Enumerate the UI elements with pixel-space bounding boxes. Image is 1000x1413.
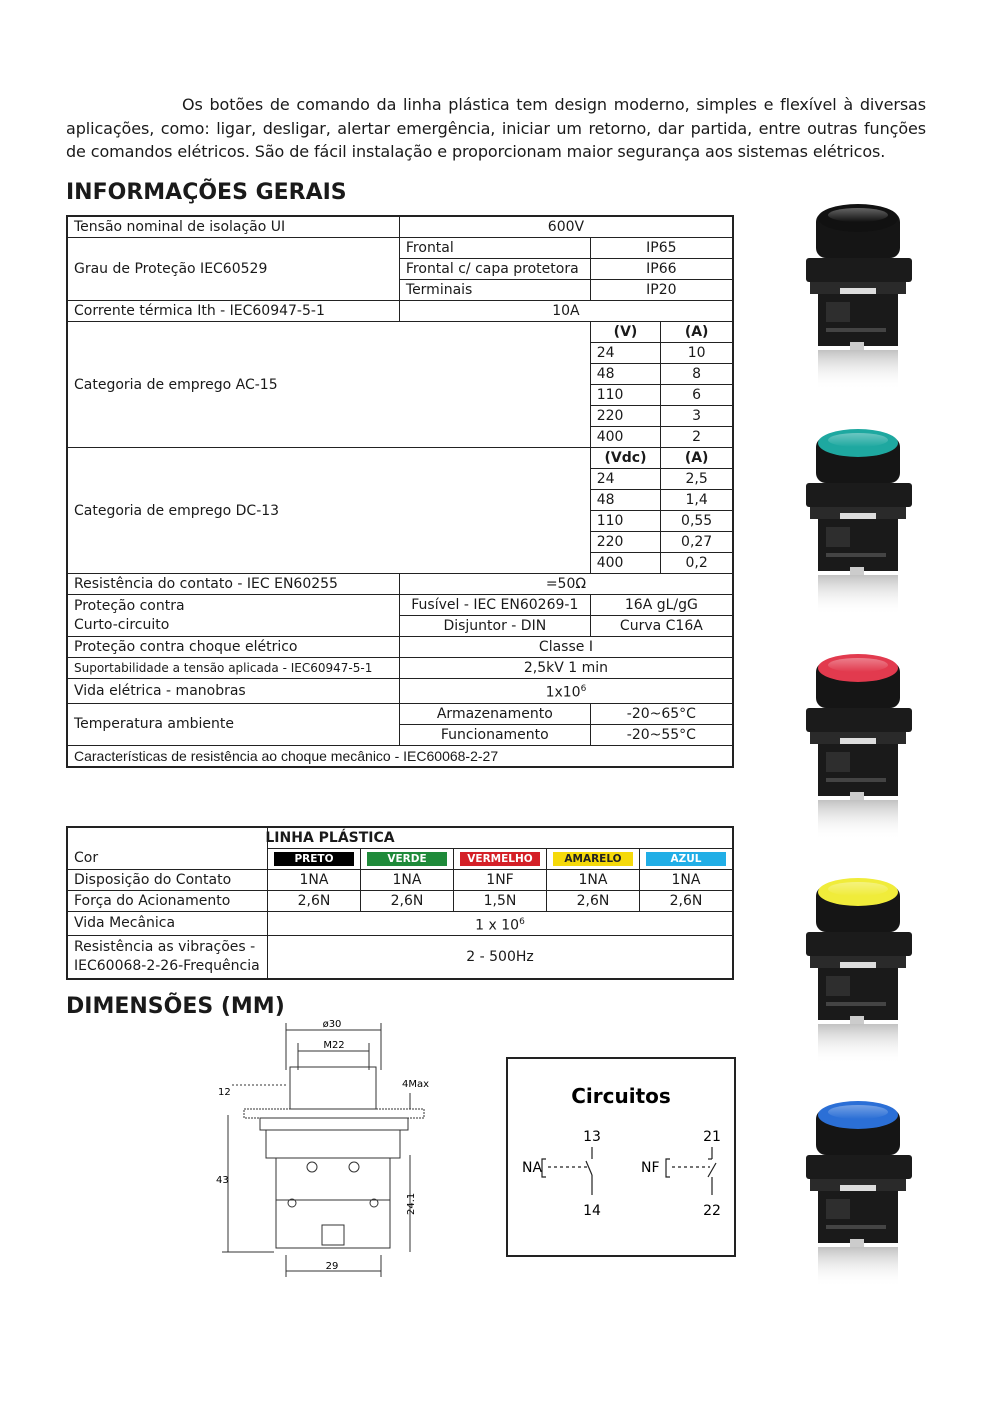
- row-value: Curva C16A: [590, 616, 733, 637]
- intro-paragraph: Os botões de comando da linha plástica tem design moderno, simples e flexível à diversas aplicações, como: ligar, desligar, alertar emergência, iniciar um retorno, dar partida, entre outras funções de comandos elétricos. São de fácil instalação e proporcionam maior segurança aos sistemas elétricos.: [66, 95, 926, 161]
- table-row: [67, 911, 733, 936]
- row-label: Categoria de emprego AC-15: [67, 322, 590, 448]
- color-swatch: PRETO: [274, 852, 354, 866]
- color-cell: [640, 848, 734, 869]
- plastic-line-title: [265, 827, 734, 848]
- cell: 2,5: [661, 469, 733, 490]
- cell: 1,5N: [454, 890, 547, 911]
- push-button-photo: [800, 423, 918, 623]
- row-label: Cor: [67, 848, 268, 869]
- cell: [268, 911, 734, 936]
- nf-label: NF: [641, 1160, 660, 1176]
- dim-thread: M22: [323, 1040, 345, 1051]
- row-value: IP65: [590, 238, 733, 259]
- cell: 24: [590, 469, 661, 490]
- row-label: Temperatura ambiente: [67, 703, 399, 745]
- table-row: [67, 238, 733, 259]
- cell: 1NA: [547, 869, 640, 890]
- table-row: [67, 936, 733, 980]
- table-row: [67, 827, 733, 848]
- color-swatch: AZUL: [646, 852, 726, 866]
- table-row: [67, 658, 733, 679]
- row-value: -20~55°C: [590, 724, 733, 745]
- row-key: Frontal c/ capa protetora: [399, 259, 590, 280]
- row-value: 10A: [399, 301, 733, 322]
- color-cell: [547, 848, 640, 869]
- cell: 2,6N: [640, 890, 734, 911]
- row-label: [67, 936, 268, 980]
- table-row: [67, 322, 733, 343]
- label-line: Proteção contra: [74, 597, 185, 614]
- cell: 48: [590, 364, 661, 385]
- table-row: [67, 216, 733, 238]
- color-cell: [268, 848, 361, 869]
- col-header-voltage: (Vdc): [590, 448, 661, 469]
- row-key: Fusível - IEC EN60269-1: [399, 595, 590, 616]
- value-base: 1 x 10: [475, 917, 520, 934]
- cell: 2 - 500Hz: [268, 936, 734, 980]
- dim-top-height: 12: [218, 1087, 231, 1098]
- terminal-22: 22: [703, 1203, 721, 1219]
- row-value: IP66: [590, 259, 733, 280]
- cell: [67, 827, 268, 848]
- table-row: [67, 679, 733, 704]
- cell: 110: [590, 385, 661, 406]
- label-line: IEC60068-2-26-Frequência: [74, 958, 260, 975]
- row-value: [399, 679, 733, 704]
- color-cell: [361, 848, 454, 869]
- row-value: 600V: [399, 216, 733, 238]
- table-row: [67, 890, 733, 911]
- table-row: [67, 637, 733, 658]
- row-key: Armazenamento: [399, 703, 590, 724]
- cell: 220: [590, 532, 661, 553]
- dimension-drawing: [214, 1015, 444, 1280]
- cell: 24: [590, 343, 661, 364]
- push-button-photo: [800, 648, 918, 848]
- cell: 220: [590, 406, 661, 427]
- row-value: IP20: [590, 280, 733, 301]
- col-header-current: (A): [661, 322, 733, 343]
- value-base: 1x10: [545, 684, 581, 701]
- row-key: Funcionamento: [399, 724, 590, 745]
- cell: 8: [661, 364, 733, 385]
- value-exponent: 6: [519, 916, 525, 927]
- dim-width: 29: [325, 1261, 339, 1272]
- row-value: =50Ω: [399, 574, 733, 595]
- cell: 0,55: [661, 511, 733, 532]
- col-header-voltage: (V): [590, 322, 661, 343]
- row-value: 2,5kV 1 min: [399, 658, 733, 679]
- col-header-current: (A): [661, 448, 733, 469]
- color-swatch: AMARELO: [553, 852, 633, 866]
- cell: 6: [661, 385, 733, 406]
- row-label: Tensão nominal de isolação UI: [67, 216, 399, 238]
- row-label: Grau de Proteção IEC60529: [67, 238, 399, 301]
- row-value: Classe I: [399, 637, 733, 658]
- table-row: [67, 745, 733, 767]
- row-label: Resistência do contato - IEC EN60255: [67, 574, 399, 595]
- cell: 3: [661, 406, 733, 427]
- plastic-line-table: [66, 826, 734, 980]
- title-text: LINHA PLÁSTICA: [265, 829, 395, 846]
- cell: 10: [661, 343, 733, 364]
- table-row: [67, 448, 733, 469]
- cell: 0,2: [661, 553, 733, 574]
- cell: 1,4: [661, 490, 733, 511]
- row-key: Terminais: [399, 280, 590, 301]
- value-exponent: 6: [580, 684, 587, 694]
- row-key: Disjuntor - DIN: [399, 616, 590, 637]
- label-line: Curto-circuito: [74, 616, 170, 633]
- terminal-14: 14: [583, 1203, 601, 1219]
- row-label: Disposição do Contato: [67, 869, 268, 890]
- row-label: Características de resistência ao choque mecânico - IEC60068-2-27: [67, 745, 733, 767]
- terminal-21: 21: [703, 1129, 721, 1145]
- cell: 2: [661, 427, 733, 448]
- circuit-diagram: [508, 1059, 734, 1255]
- general-info-heading: INFORMAÇÕES GERAIS: [66, 180, 347, 205]
- table-row: [67, 703, 733, 724]
- row-key: Frontal: [399, 238, 590, 259]
- row-label: Categoria de emprego DC-13: [67, 448, 590, 574]
- cell: 2,6N: [268, 890, 361, 911]
- cell: 48: [590, 490, 661, 511]
- push-button-photo: [800, 198, 918, 398]
- cell: 110: [590, 511, 661, 532]
- dim-diameter: ø30: [322, 1019, 342, 1030]
- cell: 1NA: [640, 869, 734, 890]
- table-row: [67, 595, 733, 616]
- dim-total-height: 43: [216, 1175, 229, 1186]
- dim-body-height: 24.1: [406, 1192, 417, 1215]
- color-swatch: VERMELHO: [460, 852, 540, 866]
- row-value: -20~65°C: [590, 703, 733, 724]
- row-value: 16A gL/gG: [590, 595, 733, 616]
- terminal-13: 13: [583, 1129, 601, 1145]
- color-cell: [454, 848, 547, 869]
- color-swatch: VERDE: [367, 852, 447, 866]
- row-label: [67, 595, 399, 637]
- row-label: Vida elétrica - manobras: [67, 679, 399, 704]
- push-button-photo: [800, 872, 918, 1072]
- row-label: Corrente térmica Ith - IEC60947-5-1: [67, 301, 399, 322]
- cell: 1NA: [268, 869, 361, 890]
- dim-max: 4Max: [402, 1079, 430, 1090]
- cell: 2,6N: [361, 890, 454, 911]
- table-row: [67, 301, 733, 322]
- row-label: Força do Acionamento: [67, 890, 268, 911]
- cell: 2,6N: [547, 890, 640, 911]
- push-button-photo: [800, 1095, 918, 1295]
- dimensions-heading: DIMENSÕES (MM): [66, 994, 285, 1019]
- table-row: [67, 574, 733, 595]
- cell: 1NA: [361, 869, 454, 890]
- na-label: NA: [522, 1160, 543, 1176]
- cell: 0,27: [661, 532, 733, 553]
- cell: 1NF: [454, 869, 547, 890]
- circuits-title: Circuitos: [571, 1084, 671, 1108]
- row-label: Vida Mecânica: [67, 911, 268, 936]
- general-info-table: [66, 215, 734, 768]
- cell: 400: [590, 553, 661, 574]
- cell: 400: [590, 427, 661, 448]
- row-label: Proteção contra choque elétrico: [67, 637, 399, 658]
- circuits-box: [506, 1057, 736, 1257]
- row-label: Suportabilidade a tensão aplicada - IEC60947-5-1: [67, 658, 399, 679]
- label-line: Resistência as vibrações -: [74, 939, 256, 956]
- table-row: [67, 848, 733, 869]
- table-row: [67, 869, 733, 890]
